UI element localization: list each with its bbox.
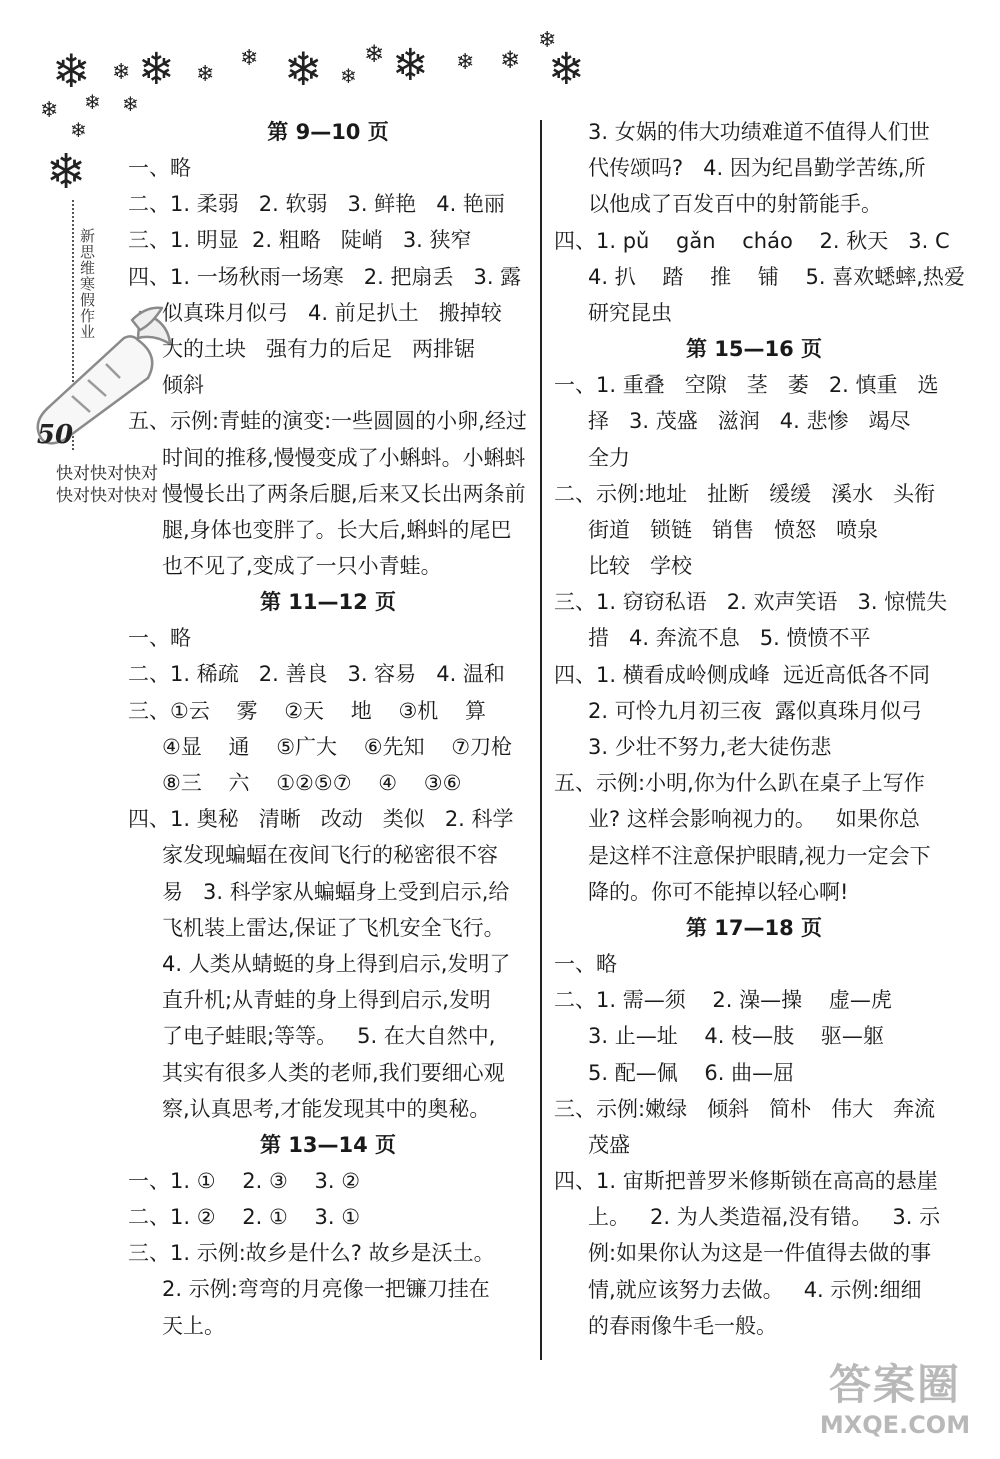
answer-line: 一、略 — [554, 951, 617, 976]
answer-line: 茂盛 — [588, 1132, 630, 1157]
snowflake-icon: ❄ — [392, 40, 429, 91]
section-p13-14 — [128, 1127, 528, 1344]
answer-line: 飞机装上雷达,保证了飞机安全飞行。 — [162, 915, 505, 940]
answer-line: 倾斜 — [162, 373, 204, 398]
answer-line: 降的。你可不能掉以轻心啊! — [588, 879, 849, 904]
section-title: 第 9—10 页 — [267, 120, 389, 144]
answer-line: 五、示例:青蛙的演变:一些圆圆的小卵,经过 — [128, 409, 527, 434]
answer-line: 二、1. 柔弱 2. 软弱 3. 鲜艳 4. 艳丽 — [128, 192, 505, 217]
answer-line: 三、1. 示例:故乡是什么? 故乡是沃土。 — [128, 1241, 495, 1266]
answer-line: 例:如果你认为这是一件值得去做的事 — [588, 1241, 932, 1266]
answer-line: 家发现蝙蝠在夜间飞行的秘密很不容 — [162, 843, 498, 868]
side-footer-line: 快对快对快对 — [56, 464, 158, 484]
answer-line: 二、示例:地址 扯断 缓缓 溪水 头衔 — [554, 481, 936, 506]
snowflake-icon: ❄ — [538, 28, 557, 53]
section-title: 第 11—12 页 — [259, 590, 397, 615]
answer-line: 代传颂吗? 4. 因为纪昌勤学苦练,所 — [588, 156, 926, 181]
answer-line: 其实有很多人类的老师,我们要细心观 — [162, 1060, 505, 1085]
answer-line: 3. 女娲的伟大功绩难道不值得人们世 — [588, 120, 930, 144]
snowflake-icon: ❄ — [40, 98, 59, 123]
answer-line: 五、示例:小明,你为什么趴在桌子上写作 — [554, 771, 925, 796]
answer-line: 业? 这样会影响视力的。 如果你总 — [588, 807, 920, 832]
snowflake-icon: ❄ — [456, 50, 475, 75]
snowflake-icon: ❄ — [46, 144, 87, 200]
snowflake-icon: ❄ — [500, 46, 521, 74]
section-p17-18 — [554, 910, 954, 1344]
snowflake-icon: ❄ — [240, 46, 259, 71]
answer-line: 5. 配—佩 6. 曲—屈 — [588, 1060, 795, 1085]
answer-line: 上。 2. 为人类造福,没有错。 3. 示 — [588, 1205, 941, 1230]
snowflake-icon: ❄ — [364, 40, 385, 68]
section-continued — [554, 114, 965, 331]
snowflake-icon: ❄ — [84, 90, 101, 114]
answer-line: 以他成了百发百中的射箭能手。 — [588, 192, 882, 217]
answer-line: 措 4. 奔流不息 5. 愤愤不平 — [588, 626, 871, 651]
answer-line: 直升机;从青蛙的身上得到启示,发明 — [162, 988, 491, 1013]
answer-line: 4. 人类从蜻蜓的身上得到启示,发明了 — [162, 951, 511, 976]
answer-line: 四、1. 一场秋雨一场寒 2. 把扇丢 3. 露 — [128, 264, 522, 289]
watermark-url: MXQE.COM — [819, 1411, 971, 1439]
answer-line: 四、1. 奥秘 清晰 改动 类似 2. 科学 — [128, 807, 514, 832]
answer-line: ⑧三 六 ①②⑤⑦ ④ ③⑥ — [162, 771, 462, 795]
answer-line: 的春雨像牛毛一般。 — [588, 1313, 777, 1338]
watermark-logo: 答案圈 — [828, 1360, 961, 1409]
answer-line: 似真珠月似弓 4. 前足扒土 搬掉较 — [162, 300, 502, 325]
answer-line: 二、1. 需—须 2. 澡—操 虚—虎 — [554, 988, 892, 1013]
snowflake-icon: ❄ — [196, 62, 215, 87]
section-p9-10 — [128, 114, 528, 584]
answer-line: 腿,身体也变胖了。长大后,蝌蚪的尾巴 — [162, 517, 512, 542]
answer-line: ④显 通 ⑤广大 ⑥先知 ⑦刀枪 — [162, 734, 513, 759]
answer-line: 四、1. 横看成岭侧成峰 远近高低各不同 — [554, 662, 931, 687]
answer-line: 二、1. ② 2. ① 3. ① — [128, 1205, 361, 1230]
answer-line: 2. 示例:弯弯的月亮像一把镰刀挂在 — [162, 1277, 490, 1302]
answer-line: 比较 学校 — [588, 554, 693, 579]
answer-line: 一、1. 重叠 空隙 茎 萎 2. 慎重 选 — [554, 373, 939, 398]
answer-line: 4. 扒 踏 推 铺 5. 喜欢蟋蟀,热爱 — [588, 264, 965, 289]
watermark — [805, 1360, 985, 1450]
answer-line: 三、示例:嫩绿 倾斜 简朴 伟大 奔流 — [554, 1096, 936, 1121]
answer-line: 易 3. 科学家从蝙蝠身上受到启示,给 — [162, 879, 510, 904]
side-title: 新思维寒假作业 — [78, 228, 96, 340]
answer-line: 三、1. 明显 2. 粗略 陡峭 3. 狭窄 — [128, 228, 472, 253]
section-p15-16 — [554, 331, 954, 910]
answer-line: 察,认真思考,才能发现其中的奥秘。 — [162, 1096, 491, 1121]
column-divider — [540, 120, 542, 1360]
answer-line: 情,就应该努力去做。 4. 示例:细细 — [588, 1277, 922, 1302]
snowflake-icon: ❄ — [138, 44, 175, 95]
section-p11-12 — [128, 584, 528, 1127]
snowflake-icon: ❄ — [284, 42, 323, 96]
answer-line: 一、略 — [128, 156, 191, 180]
answer-line: 3. 少壮不努力,老大徒伤悲 — [588, 735, 832, 759]
snowflake-icon: ❄ — [52, 44, 91, 98]
snowflake-icon: ❄ — [70, 118, 87, 142]
section-title: 第 17—18 页 — [685, 915, 823, 940]
snowflake-icon: ❄ — [122, 92, 139, 116]
side-footer-line: 快对快对快对 — [56, 486, 158, 506]
answer-line: 2. 可怜九月初三夜 露似真珠月似弓 — [588, 698, 923, 723]
answer-line: 三、①云 雾 ②天 地 ③机 算 — [128, 698, 486, 723]
snowflake-icon: ❄ — [548, 44, 585, 95]
right-column — [554, 114, 965, 1344]
answer-line: 四、1. 宙斯把普罗米修斯锁在高高的悬崖 — [554, 1169, 938, 1194]
answer-line: 慢慢长出了两条后腿,后来又长出两条前 — [162, 481, 526, 506]
answer-line: 四、1. pǔ gǎn cháo 2. 秋天 3. C — [554, 228, 950, 253]
answer-line: 街道 锁链 销售 愤怒 喷泉 — [588, 517, 879, 542]
answer-line: 一、1. ① 2. ③ 3. ② — [128, 1168, 361, 1193]
section-title: 第 13—14 页 — [259, 1132, 397, 1157]
page-number: 50 — [36, 420, 74, 450]
answer-line: 一、略 — [128, 626, 191, 651]
answer-line: 大的土块 强有力的后足 两排锯 — [162, 336, 476, 361]
answer-line: 也不见了,变成了一只小青蛙。 — [162, 554, 442, 579]
answer-line: 是这样不注意保护眼睛,视力一定会下 — [588, 843, 931, 868]
section-title: 第 15—16 页 — [685, 337, 823, 362]
answer-line: 三、1. 窃窃私语 2. 欢声笑语 3. 惊慌失 — [554, 590, 948, 615]
answer-line: 全力 — [588, 445, 630, 470]
answer-line: 3. 止—址 4. 枝—肢 驱—躯 — [588, 1024, 884, 1049]
answer-line: 天上。 — [162, 1313, 225, 1338]
left-column — [128, 114, 528, 1344]
answer-line: 择 3. 茂盛 滋润 4. 悲惨 竭尽 — [588, 409, 911, 434]
answer-line: 了电子蛙眼;等等。 5. 在大自然中, — [162, 1024, 496, 1049]
answer-line: 时间的推移,慢慢变成了小蝌蚪。小蝌蚪 — [162, 445, 526, 470]
answer-line: 研究昆虫 — [588, 300, 672, 325]
answer-line: 二、1. 稀疏 2. 善良 3. 容易 4. 温和 — [128, 662, 505, 687]
snowflake-icon: ❄ — [112, 60, 131, 85]
snowflake-icon: ❄ — [340, 64, 357, 88]
